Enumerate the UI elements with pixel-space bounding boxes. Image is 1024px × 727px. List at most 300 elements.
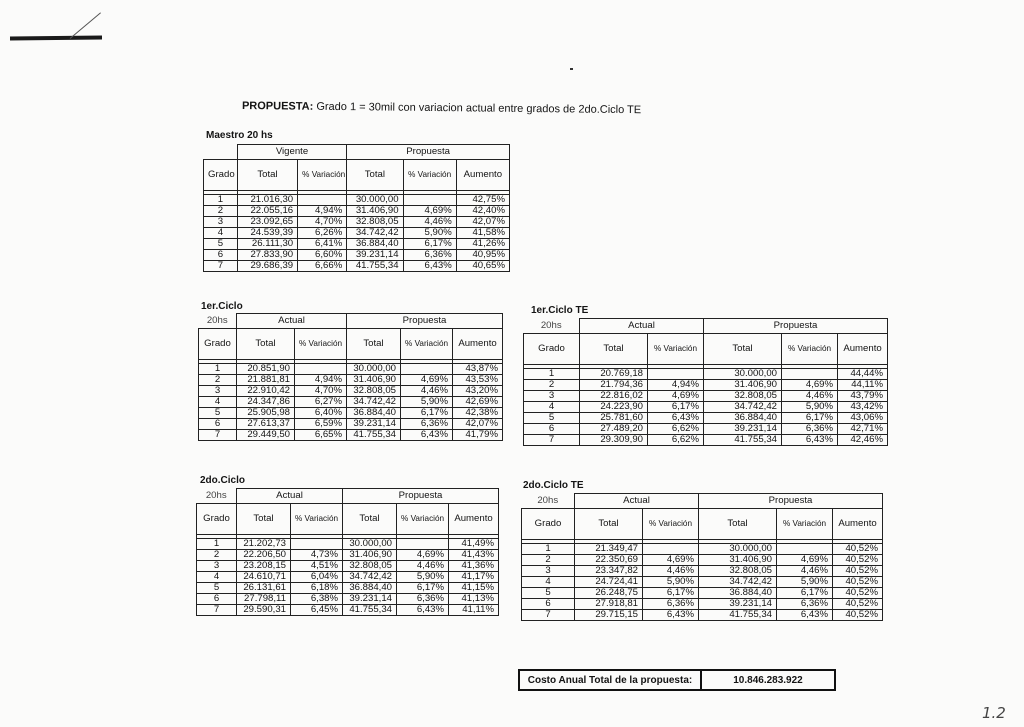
cell-variacion xyxy=(295,364,347,375)
cell-total: 21.881,81 xyxy=(237,375,295,386)
col-total-propuesta: Total xyxy=(347,329,401,360)
cell-variacion-propuesta: 6,43% xyxy=(401,430,453,441)
ciclo1-group-actual: Actual xyxy=(237,314,347,329)
cell-total: 27.918,81 xyxy=(575,599,643,610)
col-aumento: Aumento xyxy=(456,160,509,191)
col-aumento: Aumento xyxy=(449,504,499,535)
cell-total-propuesta: 31.406,90 xyxy=(343,550,397,561)
cell-total-propuesta: 34.742,42 xyxy=(347,397,401,408)
cell-total: 23.092,65 xyxy=(237,217,297,228)
table-row xyxy=(524,435,888,446)
cell-total: 29.449,50 xyxy=(237,430,295,441)
scan-dot xyxy=(570,68,573,70)
table-row xyxy=(522,610,883,621)
cell-total-propuesta: 31.406,90 xyxy=(347,206,403,217)
cell-grado: 2 xyxy=(522,555,575,566)
table-row xyxy=(199,364,503,375)
col-total-propuesta: Total xyxy=(343,504,397,535)
cell-total: 29.715,15 xyxy=(575,610,643,621)
table-row xyxy=(204,250,510,261)
cell-variacion: 6,43% xyxy=(643,610,699,621)
cell-aumento: 43,42% xyxy=(838,402,888,413)
col-total: Total xyxy=(237,160,297,191)
cell-variacion: 6,65% xyxy=(295,430,347,441)
cell-total-propuesta: 36.884,40 xyxy=(704,413,782,424)
table-row xyxy=(199,375,503,386)
cell-grado: 6 xyxy=(524,424,580,435)
cell-variacion: 4,70% xyxy=(298,217,347,228)
maestro-corner xyxy=(204,145,238,160)
cell-variacion: 4,69% xyxy=(648,391,704,402)
cell-total-propuesta: 36.884,40 xyxy=(347,239,403,250)
col-total: Total xyxy=(580,334,648,365)
col-total-propuesta: Total xyxy=(347,160,403,191)
table-row xyxy=(199,419,503,430)
cell-total: 23.347,82 xyxy=(575,566,643,577)
cell-aumento: 42,07% xyxy=(456,217,509,228)
cell-grado: 4 xyxy=(197,572,237,583)
cell-variacion-propuesta: 4,46% xyxy=(397,561,449,572)
cell-total-propuesta: 41.755,34 xyxy=(347,430,401,441)
col-variacion: % Variación xyxy=(643,509,699,540)
cell-variacion xyxy=(298,195,347,206)
cell-variacion: 4,94% xyxy=(295,375,347,386)
cell-grado: 5 xyxy=(522,588,575,599)
cell-variacion: 5,90% xyxy=(643,577,699,588)
table-row xyxy=(204,217,510,228)
title-text: Grado 1 = 30mil con variacion actual entre grados de 2do.Ciclo TE xyxy=(316,100,642,117)
table-row xyxy=(522,544,883,555)
cell-total-propuesta: 34.742,42 xyxy=(347,228,403,239)
title-label: PROPUESTA: xyxy=(241,100,314,113)
cell-total-propuesta: 39.231,14 xyxy=(699,599,777,610)
col-grado: Grado xyxy=(524,334,580,365)
col-grado: Grado xyxy=(204,160,238,191)
cell-grado: 1 xyxy=(197,539,237,550)
cell-total-propuesta: 32.808,05 xyxy=(343,561,397,572)
cell-total-propuesta: 34.742,42 xyxy=(704,402,782,413)
cell-total-propuesta: 31.406,90 xyxy=(699,555,777,566)
cell-variacion-propuesta: 6,17% xyxy=(401,408,453,419)
cell-variacion-propuesta: 6,36% xyxy=(777,599,833,610)
cell-total: 21.349,47 xyxy=(575,544,643,555)
cell-grado: 2 xyxy=(204,206,238,217)
cell-total: 22.055,16 xyxy=(237,206,297,217)
cell-grado: 6 xyxy=(197,594,237,605)
cell-total: 21.016,30 xyxy=(237,195,297,206)
cell-variacion: 6,36% xyxy=(643,599,699,610)
cell-variacion: 6,27% xyxy=(295,397,347,408)
ciclo1-hours: 20hs xyxy=(206,314,228,326)
ciclo2-table xyxy=(196,488,499,616)
ciclo1-table xyxy=(198,313,503,441)
cell-grado: 7 xyxy=(199,430,237,441)
cell-total: 21.794,36 xyxy=(580,380,648,391)
cell-total-propuesta: 31.406,90 xyxy=(704,380,782,391)
cell-variacion-propuesta: 4,46% xyxy=(401,386,453,397)
ciclo1te-title: 1er.Ciclo TE xyxy=(531,305,589,316)
cell-variacion-propuesta: 6,36% xyxy=(782,424,838,435)
cell-aumento: 40,52% xyxy=(833,566,883,577)
cell-total: 25.781,60 xyxy=(580,413,648,424)
cell-variacion-propuesta: 4,69% xyxy=(397,550,449,561)
cell-variacion-propuesta: 4,46% xyxy=(782,391,838,402)
cell-variacion: 6,18% xyxy=(291,583,343,594)
cell-total: 20.769,18 xyxy=(580,369,648,380)
cell-total: 27.489,20 xyxy=(580,424,648,435)
table-row xyxy=(522,555,883,566)
cell-total-propuesta: 30.000,00 xyxy=(343,539,397,550)
col-variacion-propuesta: % Variación xyxy=(403,160,456,191)
cell-variacion-propuesta: 6,43% xyxy=(782,435,838,446)
total-cost-label: Costo Anual Total de la propuesta: xyxy=(520,671,702,689)
cell-aumento: 42,69% xyxy=(453,397,503,408)
table-row xyxy=(197,605,499,616)
cell-variacion-propuesta: 4,69% xyxy=(403,206,456,217)
cell-variacion: 6,62% xyxy=(648,435,704,446)
cell-variacion: 6,17% xyxy=(643,588,699,599)
cell-total-propuesta: 39.231,14 xyxy=(347,419,401,430)
cell-aumento: 43,79% xyxy=(838,391,888,402)
cell-aumento: 40,52% xyxy=(833,544,883,555)
col-variacion-propuesta: % Variación xyxy=(397,504,449,535)
cell-total: 27.798,11 xyxy=(237,594,291,605)
col-variacion-propuesta: % Variación xyxy=(401,329,453,360)
cell-variacion-propuesta: 4,69% xyxy=(777,555,833,566)
cell-total-propuesta: 36.884,40 xyxy=(343,583,397,594)
maestro-group-vigente: Vigente xyxy=(237,145,346,160)
table-row xyxy=(524,413,888,424)
cell-grado: 6 xyxy=(522,599,575,610)
page-title xyxy=(242,100,641,116)
cell-variacion xyxy=(643,544,699,555)
col-total-propuesta: Total xyxy=(704,334,782,365)
table-row xyxy=(524,391,888,402)
table-row xyxy=(199,408,503,419)
cell-total-propuesta: 30.000,00 xyxy=(347,195,403,206)
col-variacion: % Variación xyxy=(648,334,704,365)
cell-aumento: 42,75% xyxy=(456,195,509,206)
cell-total-propuesta: 30.000,00 xyxy=(699,544,777,555)
cell-total: 22.910,42 xyxy=(237,386,295,397)
cell-total: 24.610,71 xyxy=(237,572,291,583)
cell-aumento: 44,44% xyxy=(838,369,888,380)
cell-variacion-propuesta xyxy=(782,369,838,380)
cell-variacion-propuesta: 6,17% xyxy=(397,583,449,594)
cell-variacion-propuesta: 5,90% xyxy=(401,397,453,408)
cell-grado: 4 xyxy=(524,402,580,413)
cell-variacion-propuesta: 6,36% xyxy=(397,594,449,605)
cell-total: 27.613,37 xyxy=(237,419,295,430)
cell-variacion-propuesta xyxy=(777,544,833,555)
cell-aumento: 43,87% xyxy=(453,364,503,375)
cell-variacion-propuesta xyxy=(397,539,449,550)
cell-variacion-propuesta: 4,46% xyxy=(403,217,456,228)
table-row xyxy=(524,380,888,391)
cell-total-propuesta: 39.231,14 xyxy=(343,594,397,605)
col-variacion: % Variación xyxy=(295,329,347,360)
table-row xyxy=(197,561,499,572)
cell-variacion-propuesta: 6,36% xyxy=(403,250,456,261)
col-total: Total xyxy=(575,509,643,540)
cell-grado: 7 xyxy=(204,261,238,272)
table-row xyxy=(197,550,499,561)
cell-aumento: 41,15% xyxy=(449,583,499,594)
cell-grado: 2 xyxy=(524,380,580,391)
ciclo2-hours: 20hs xyxy=(205,489,227,501)
cell-variacion-propuesta: 6,17% xyxy=(403,239,456,250)
cell-grado: 1 xyxy=(199,364,237,375)
cell-variacion-propuesta: 6,17% xyxy=(782,413,838,424)
table-row xyxy=(199,430,503,441)
cell-total-propuesta: 34.742,42 xyxy=(343,572,397,583)
cell-grado: 4 xyxy=(199,397,237,408)
cell-variacion-propuesta: 4,69% xyxy=(782,380,838,391)
total-cost-box xyxy=(518,669,836,691)
cell-aumento: 41,11% xyxy=(449,605,499,616)
page-number: 1.2 xyxy=(982,704,1006,722)
col-variacion: % Variación xyxy=(291,504,343,535)
total-cost-value: 10.846.283.922 xyxy=(733,674,803,686)
cell-grado: 2 xyxy=(199,375,237,386)
cell-variacion: 4,69% xyxy=(643,555,699,566)
cell-variacion: 6,38% xyxy=(291,594,343,605)
col-variacion-propuesta: % Variación xyxy=(777,509,833,540)
cell-aumento: 42,07% xyxy=(453,419,503,430)
cell-grado: 5 xyxy=(524,413,580,424)
cell-variacion-propuesta: 6,43% xyxy=(403,261,456,272)
col-aumento: Aumento xyxy=(838,334,888,365)
cell-total: 21.202,73 xyxy=(237,539,291,550)
cell-total: 26.131,61 xyxy=(237,583,291,594)
cell-total: 24.724,41 xyxy=(575,577,643,588)
cell-aumento: 40,52% xyxy=(833,599,883,610)
cell-total: 27.833,90 xyxy=(237,250,297,261)
cell-grado: 1 xyxy=(522,544,575,555)
corner-scan-mark xyxy=(10,36,102,41)
cell-aumento: 42,40% xyxy=(456,206,509,217)
cell-aumento: 41,79% xyxy=(453,430,503,441)
ciclo2-title: 2do.Ciclo xyxy=(200,475,246,486)
col-grado: Grado xyxy=(199,329,237,360)
table-row xyxy=(204,195,510,206)
cell-grado: 3 xyxy=(197,561,237,572)
cell-variacion-propuesta: 6,43% xyxy=(397,605,449,616)
ciclo2te-hours: 20hs xyxy=(537,494,559,506)
cell-variacion-propuesta: 5,90% xyxy=(782,402,838,413)
ciclo1-group-propuesta: Propuesta xyxy=(347,314,503,329)
cell-variacion: 4,94% xyxy=(648,380,704,391)
cell-variacion: 6,17% xyxy=(648,402,704,413)
cell-variacion-propuesta: 6,17% xyxy=(777,588,833,599)
table-row xyxy=(204,206,510,217)
col-total: Total xyxy=(237,329,295,360)
cell-variacion xyxy=(648,369,704,380)
cell-variacion: 6,60% xyxy=(298,250,347,261)
table-row xyxy=(204,239,510,250)
cell-total: 24.223,90 xyxy=(580,402,648,413)
col-total-propuesta: Total xyxy=(699,509,777,540)
cell-total: 29.686,39 xyxy=(237,261,297,272)
cell-aumento: 41,49% xyxy=(449,539,499,550)
cell-variacion: 4,94% xyxy=(298,206,347,217)
cell-aumento: 41,36% xyxy=(449,561,499,572)
cell-grado: 6 xyxy=(204,250,238,261)
col-aumento: Aumento xyxy=(833,509,883,540)
cell-aumento: 43,20% xyxy=(453,386,503,397)
cell-total-propuesta: 32.808,05 xyxy=(704,391,782,402)
cell-total-propuesta: 39.231,14 xyxy=(704,424,782,435)
cell-total-propuesta: 32.808,05 xyxy=(699,566,777,577)
ciclo2te-title: 2do.Ciclo TE xyxy=(523,480,584,491)
cell-total-propuesta: 39.231,14 xyxy=(347,250,403,261)
cell-grado: 1 xyxy=(524,369,580,380)
cell-total-propuesta: 41.755,34 xyxy=(704,435,782,446)
ciclo2te-group-actual: Actual xyxy=(575,494,699,509)
col-variacion-propuesta: % Variación xyxy=(782,334,838,365)
table-row xyxy=(522,588,883,599)
cell-variacion-propuesta xyxy=(401,364,453,375)
cell-aumento: 41,13% xyxy=(449,594,499,605)
table-row xyxy=(199,397,503,408)
ciclo1te-group-actual: Actual xyxy=(580,319,704,334)
cell-grado: 3 xyxy=(524,391,580,402)
cell-total: 22.816,02 xyxy=(580,391,648,402)
cell-total: 26.111,30 xyxy=(237,239,297,250)
cell-total-propuesta: 34.742,42 xyxy=(699,577,777,588)
table-row xyxy=(524,402,888,413)
cell-total-propuesta: 36.884,40 xyxy=(699,588,777,599)
cell-total: 20.851,90 xyxy=(237,364,295,375)
cell-aumento: 40,52% xyxy=(833,610,883,621)
table-row xyxy=(197,583,499,594)
table-row xyxy=(197,594,499,605)
cell-variacion-propuesta: 5,90% xyxy=(777,577,833,588)
cell-variacion-propuesta: 6,43% xyxy=(777,610,833,621)
ciclo1te-table xyxy=(523,318,888,446)
cell-total: 29.309,90 xyxy=(580,435,648,446)
cell-variacion: 6,62% xyxy=(648,424,704,435)
cell-total-propuesta: 31.406,90 xyxy=(347,375,401,386)
cell-variacion: 4,70% xyxy=(295,386,347,397)
cell-aumento: 44,11% xyxy=(838,380,888,391)
maestro-table xyxy=(203,144,510,272)
table-row xyxy=(204,228,510,239)
cell-grado: 3 xyxy=(204,217,238,228)
col-aumento: Aumento xyxy=(453,329,503,360)
cell-total-propuesta: 41.755,34 xyxy=(343,605,397,616)
cell-aumento: 40,52% xyxy=(833,555,883,566)
cell-grado: 5 xyxy=(197,583,237,594)
cell-variacion: 6,66% xyxy=(298,261,347,272)
cell-variacion: 6,45% xyxy=(291,605,343,616)
cell-aumento: 43,53% xyxy=(453,375,503,386)
cell-variacion: 4,51% xyxy=(291,561,343,572)
cell-total-propuesta: 41.755,34 xyxy=(699,610,777,621)
table-row xyxy=(199,386,503,397)
table-row xyxy=(524,424,888,435)
cell-aumento: 40,52% xyxy=(833,577,883,588)
col-variacion: % Variación xyxy=(298,160,347,191)
cell-variacion: 6,41% xyxy=(298,239,347,250)
cell-aumento: 40,52% xyxy=(833,588,883,599)
cell-total: 29.590,31 xyxy=(237,605,291,616)
cell-grado: 5 xyxy=(204,239,238,250)
ciclo1te-hours: 20hs xyxy=(540,319,562,331)
cell-variacion: 6,40% xyxy=(295,408,347,419)
cell-variacion-propuesta: 5,90% xyxy=(403,228,456,239)
table-row xyxy=(204,261,510,272)
cell-aumento: 42,46% xyxy=(838,435,888,446)
col-total: Total xyxy=(237,504,291,535)
cell-variacion xyxy=(291,539,343,550)
cell-variacion: 6,04% xyxy=(291,572,343,583)
ciclo2te-group-propuesta: Propuesta xyxy=(699,494,883,509)
cell-total: 23.208,15 xyxy=(237,561,291,572)
ciclo1te-group-propuesta: Propuesta xyxy=(704,319,888,334)
cell-grado: 4 xyxy=(522,577,575,588)
cell-total-propuesta: 30.000,00 xyxy=(347,364,401,375)
cell-grado: 3 xyxy=(199,386,237,397)
cell-grado: 3 xyxy=(522,566,575,577)
cell-total-propuesta: 41.755,34 xyxy=(347,261,403,272)
cell-grado: 1 xyxy=(204,195,238,206)
cell-variacion: 6,26% xyxy=(298,228,347,239)
cell-aumento: 42,71% xyxy=(838,424,888,435)
cell-variacion: 4,46% xyxy=(643,566,699,577)
cell-total: 22.350,69 xyxy=(575,555,643,566)
cell-grado: 5 xyxy=(199,408,237,419)
cell-variacion: 4,73% xyxy=(291,550,343,561)
table-row xyxy=(522,599,883,610)
cell-aumento: 41,17% xyxy=(449,572,499,583)
cell-total: 22.206,50 xyxy=(237,550,291,561)
cell-aumento: 41,43% xyxy=(449,550,499,561)
cell-variacion-propuesta: 4,46% xyxy=(777,566,833,577)
cell-variacion: 6,59% xyxy=(295,419,347,430)
maestro-title: Maestro 20 hs xyxy=(206,130,273,141)
ciclo2te-table xyxy=(521,493,883,621)
table-row xyxy=(197,572,499,583)
cell-variacion-propuesta xyxy=(403,195,456,206)
cell-grado: 7 xyxy=(197,605,237,616)
table-row xyxy=(522,566,883,577)
cell-aumento: 43,06% xyxy=(838,413,888,424)
ciclo2-group-propuesta: Propuesta xyxy=(343,489,499,504)
table-row xyxy=(522,577,883,588)
ciclo2-group-actual: Actual xyxy=(237,489,343,504)
maestro-group-propuesta: Propuesta xyxy=(347,145,510,160)
cell-total: 24.347,86 xyxy=(237,397,295,408)
cell-grado: 6 xyxy=(199,419,237,430)
cell-total: 25.905,98 xyxy=(237,408,295,419)
cell-total: 26.248,75 xyxy=(575,588,643,599)
cell-grado: 7 xyxy=(524,435,580,446)
ciclo1-title: 1er.Ciclo xyxy=(201,301,243,312)
cell-grado: 7 xyxy=(522,610,575,621)
cell-total-propuesta: 32.808,05 xyxy=(347,386,401,397)
cell-variacion-propuesta: 6,36% xyxy=(401,419,453,430)
cell-aumento: 40,95% xyxy=(456,250,509,261)
table-row xyxy=(524,369,888,380)
cell-variacion-propuesta: 5,90% xyxy=(397,572,449,583)
cell-aumento: 42,38% xyxy=(453,408,503,419)
cell-total: 24.539,39 xyxy=(237,228,297,239)
table-row xyxy=(197,539,499,550)
cell-aumento: 41,26% xyxy=(456,239,509,250)
col-grado: Grado xyxy=(197,504,237,535)
cell-total-propuesta: 30.000,00 xyxy=(704,369,782,380)
